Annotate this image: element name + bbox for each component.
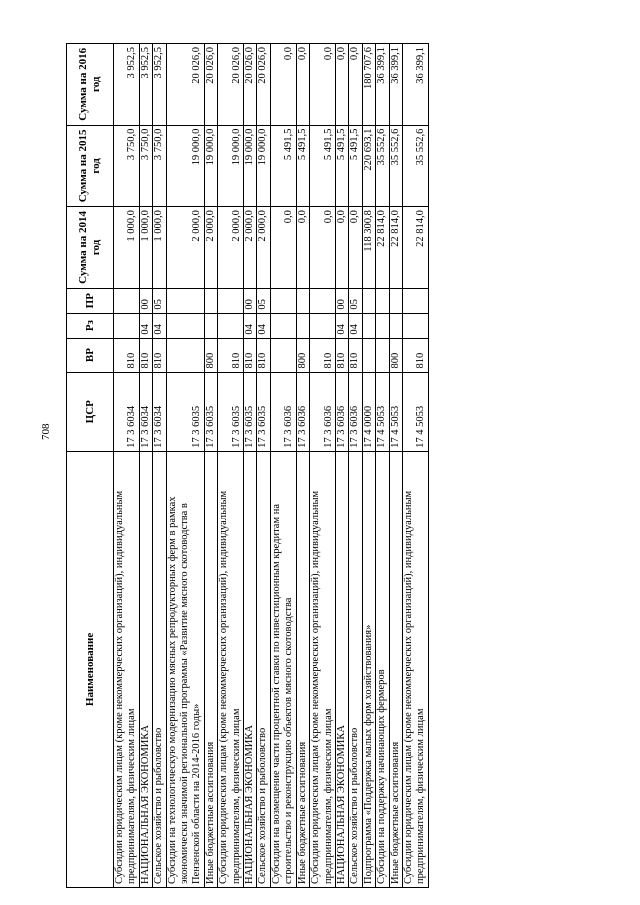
cell-sum-2016: 0,0 <box>270 44 296 126</box>
cell-vr: 810 <box>153 338 166 372</box>
cell-sum-2016: 20 026,0 <box>218 44 244 126</box>
cell-name: Сельское хозяйство и рыболовство <box>153 451 166 887</box>
cell-sum-2016: 20 026,0 <box>257 44 270 126</box>
header-sum-2014: Сумма на 2014 год <box>67 207 114 289</box>
table-row <box>389 44 402 888</box>
header-name: Наименование <box>67 451 114 887</box>
cell-pr: 00 <box>244 288 257 313</box>
cell-rz <box>310 313 336 338</box>
header-rz: Рз <box>67 313 114 338</box>
table-row <box>362 44 375 888</box>
cell-rz <box>270 313 296 338</box>
cell-sum-2015: 19 000,0 <box>204 125 217 207</box>
cell-vr: 810 <box>218 338 244 372</box>
table-row <box>204 44 217 888</box>
table-row <box>335 44 348 888</box>
cell-pr <box>114 288 140 313</box>
budget-table <box>66 43 429 888</box>
cell-sum-2016: 0,0 <box>310 44 336 126</box>
cell-csr: 17 3 6034 <box>114 372 140 451</box>
cell-pr <box>362 288 375 313</box>
cell-name: Субсидии юридическим лицам (кроме некоммерческих организаций), индивидуальным предпринимателям, физическим лицам <box>114 451 140 887</box>
cell-sum-2014: 2 000,0 <box>257 207 270 289</box>
cell-sum-2015: 19 000,0 <box>244 125 257 207</box>
cell-vr: 810 <box>244 338 257 372</box>
cell-name: Субсидии юридическим лицам (кроме некоммерческих организаций), индивидуальным предпринимателям, физическим лицам <box>218 451 244 887</box>
cell-name: НАЦИОНАЛЬНАЯ ЭКОНОМИКА <box>244 451 257 887</box>
cell-vr: 810 <box>139 338 152 372</box>
cell-pr <box>402 288 428 313</box>
cell-sum-2015: 19 000,0 <box>166 125 204 207</box>
cell-vr: 810 <box>257 338 270 372</box>
cell-pr: 00 <box>335 288 348 313</box>
cell-vr: 810 <box>114 338 140 372</box>
cell-csr: 17 3 6036 <box>335 372 348 451</box>
table-row <box>296 44 309 888</box>
cell-csr: 17 3 6035 <box>218 372 244 451</box>
cell-name: Субсидии на технологическую модернизацию мясных репродукторных ферм в рамках экономически значимой региональной программы «Развитие мясного скотоводства в Пензенской области на 2014-2016 годы» <box>166 451 204 887</box>
cell-sum-2014: 0,0 <box>335 207 348 289</box>
cell-name: Субсидии юридическим лицам (кроме некоммерческих организаций), индивидуальным предпринимателям, физическим лицам <box>310 451 336 887</box>
cell-name: Иные бюджетные ассигнования <box>204 451 217 887</box>
cell-csr: 17 3 6035 <box>204 372 217 451</box>
cell-sum-2015: 5 491,5 <box>296 125 309 207</box>
cell-name: Иные бюджетные ассигнования <box>389 451 402 887</box>
cell-sum-2014: 0,0 <box>296 207 309 289</box>
cell-rz: 04 <box>257 313 270 338</box>
cell-pr <box>270 288 296 313</box>
table-row <box>349 44 362 888</box>
cell-sum-2016: 36 399,1 <box>389 44 402 126</box>
cell-sum-2015: 5 491,5 <box>310 125 336 207</box>
cell-csr: 17 4 0000 <box>362 372 375 451</box>
cell-csr: 17 3 6035 <box>257 372 270 451</box>
cell-sum-2015: 19 000,0 <box>218 125 244 207</box>
cell-sum-2014: 22 814,0 <box>402 207 428 289</box>
cell-rz <box>166 313 204 338</box>
cell-csr: 17 3 6036 <box>310 372 336 451</box>
header-pr: ПР <box>67 288 114 313</box>
cell-csr: 17 3 6034 <box>153 372 166 451</box>
cell-sum-2016: 20 026,0 <box>166 44 204 126</box>
cell-sum-2016: 3 952,5 <box>139 44 152 126</box>
header-csr: ЦСР <box>67 372 114 451</box>
table-row <box>153 44 166 888</box>
cell-csr: 17 4 5053 <box>389 372 402 451</box>
cell-rz <box>218 313 244 338</box>
header-sum-2016: Сумма на 2016 год <box>67 44 114 126</box>
cell-sum-2016: 3 952,5 <box>153 44 166 126</box>
cell-rz <box>376 313 389 338</box>
cell-pr <box>389 288 402 313</box>
cell-vr: 800 <box>296 338 309 372</box>
cell-sum-2014: 118 300,8 <box>362 207 375 289</box>
cell-sum-2015: 5 491,5 <box>335 125 348 207</box>
table-row <box>270 44 296 888</box>
cell-name: Иные бюджетные ассигнования <box>296 451 309 887</box>
table-row <box>139 44 152 888</box>
cell-pr <box>310 288 336 313</box>
cell-vr <box>376 338 389 372</box>
cell-name: Субсидии на поддержку начинающих фермеров <box>376 451 389 887</box>
cell-pr <box>296 288 309 313</box>
cell-pr <box>376 288 389 313</box>
cell-rz <box>362 313 375 338</box>
cell-sum-2015: 3 750,0 <box>153 125 166 207</box>
cell-csr: 17 3 6035 <box>244 372 257 451</box>
cell-pr <box>204 288 217 313</box>
cell-pr: 05 <box>153 288 166 313</box>
cell-sum-2016: 0,0 <box>335 44 348 126</box>
cell-sum-2014: 1 000,0 <box>139 207 152 289</box>
cell-csr: 17 3 6036 <box>296 372 309 451</box>
cell-sum-2016: 36 399,1 <box>376 44 389 126</box>
cell-sum-2014: 2 000,0 <box>244 207 257 289</box>
cell-name: Сельское хозяйство и рыболовство <box>257 451 270 887</box>
cell-vr <box>166 338 204 372</box>
cell-sum-2015: 35 552,6 <box>376 125 389 207</box>
cell-sum-2016: 36 399,1 <box>402 44 428 126</box>
cell-csr: 17 3 6035 <box>166 372 204 451</box>
cell-vr: 810 <box>402 338 428 372</box>
cell-csr: 17 4 5053 <box>376 372 389 451</box>
cell-vr: 810 <box>310 338 336 372</box>
cell-sum-2016: 20 026,0 <box>244 44 257 126</box>
cell-name: НАЦИОНАЛЬНАЯ ЭКОНОМИКА <box>139 451 152 887</box>
cell-name: Субсидии на возмещение части процентной ставки по инвестиционным кредитам на строительство и реконструкцию объектов мясного скотоводства <box>270 451 296 887</box>
cell-csr: 17 3 6034 <box>139 372 152 451</box>
cell-rz: 04 <box>349 313 362 338</box>
table-row <box>257 44 270 888</box>
cell-rz <box>402 313 428 338</box>
cell-sum-2015: 35 552,6 <box>402 125 428 207</box>
cell-vr: 800 <box>389 338 402 372</box>
cell-rz <box>114 313 140 338</box>
cell-sum-2015: 5 491,5 <box>270 125 296 207</box>
cell-sum-2016: 180 707,6 <box>362 44 375 126</box>
cell-rz <box>389 313 402 338</box>
cell-sum-2016: 0,0 <box>296 44 309 126</box>
cell-sum-2014: 22 814,0 <box>389 207 402 289</box>
cell-sum-2016: 20 026,0 <box>204 44 217 126</box>
cell-sum-2014: 22 814,0 <box>376 207 389 289</box>
cell-pr <box>218 288 244 313</box>
cell-vr: 810 <box>335 338 348 372</box>
cell-sum-2015: 5 491,5 <box>349 125 362 207</box>
cell-rz: 04 <box>335 313 348 338</box>
cell-rz <box>204 313 217 338</box>
cell-sum-2014: 0,0 <box>349 207 362 289</box>
table-row <box>218 44 244 888</box>
cell-rz: 04 <box>153 313 166 338</box>
cell-vr <box>362 338 375 372</box>
cell-name: Субсидии юридическим лицам (кроме некоммерческих организаций), индивидуальным предпринимателям, физическим лицам <box>402 451 428 887</box>
cell-vr <box>270 338 296 372</box>
table-row <box>244 44 257 888</box>
cell-pr <box>166 288 204 313</box>
cell-sum-2016: 3 952,5 <box>114 44 140 126</box>
cell-sum-2014: 2 000,0 <box>218 207 244 289</box>
cell-sum-2014: 1 000,0 <box>114 207 140 289</box>
cell-sum-2015: 220 693,1 <box>362 125 375 207</box>
cell-csr: 17 4 5053 <box>402 372 428 451</box>
cell-vr: 800 <box>204 338 217 372</box>
cell-sum-2015: 3 750,0 <box>139 125 152 207</box>
cell-vr: 810 <box>349 338 362 372</box>
cell-pr: 05 <box>257 288 270 313</box>
cell-pr: 00 <box>139 288 152 313</box>
header-vr: ВР <box>67 338 114 372</box>
cell-sum-2015: 35 552,6 <box>389 125 402 207</box>
table-row <box>114 44 140 888</box>
cell-name: Сельское хозяйство и рыболовство <box>349 451 362 887</box>
cell-sum-2016: 0,0 <box>349 44 362 126</box>
table-header-row <box>67 44 114 888</box>
cell-name: НАЦИОНАЛЬНАЯ ЭКОНОМИКА <box>335 451 348 887</box>
cell-rz: 04 <box>244 313 257 338</box>
page-number: 708 <box>40 423 52 440</box>
cell-csr: 17 3 6036 <box>270 372 296 451</box>
cell-csr: 17 3 6036 <box>349 372 362 451</box>
table-row <box>376 44 389 888</box>
header-sum-2015: Сумма на 2015 год <box>67 125 114 207</box>
cell-sum-2014: 0,0 <box>270 207 296 289</box>
cell-sum-2014: 2 000,0 <box>166 207 204 289</box>
table-body <box>114 44 429 888</box>
table-row <box>402 44 428 888</box>
table-row <box>310 44 336 888</box>
table-row <box>166 44 204 888</box>
cell-rz: 04 <box>139 313 152 338</box>
cell-sum-2015: 19 000,0 <box>257 125 270 207</box>
cell-sum-2015: 3 750,0 <box>114 125 140 207</box>
cell-sum-2014: 2 000,0 <box>204 207 217 289</box>
cell-rz <box>296 313 309 338</box>
cell-pr: 05 <box>349 288 362 313</box>
budget-table-container <box>66 43 556 888</box>
cell-name: Подпрограмма «Поддержка малых форм хозяйствования» <box>362 451 375 887</box>
cell-sum-2014: 0,0 <box>310 207 336 289</box>
cell-sum-2014: 1 000,0 <box>153 207 166 289</box>
